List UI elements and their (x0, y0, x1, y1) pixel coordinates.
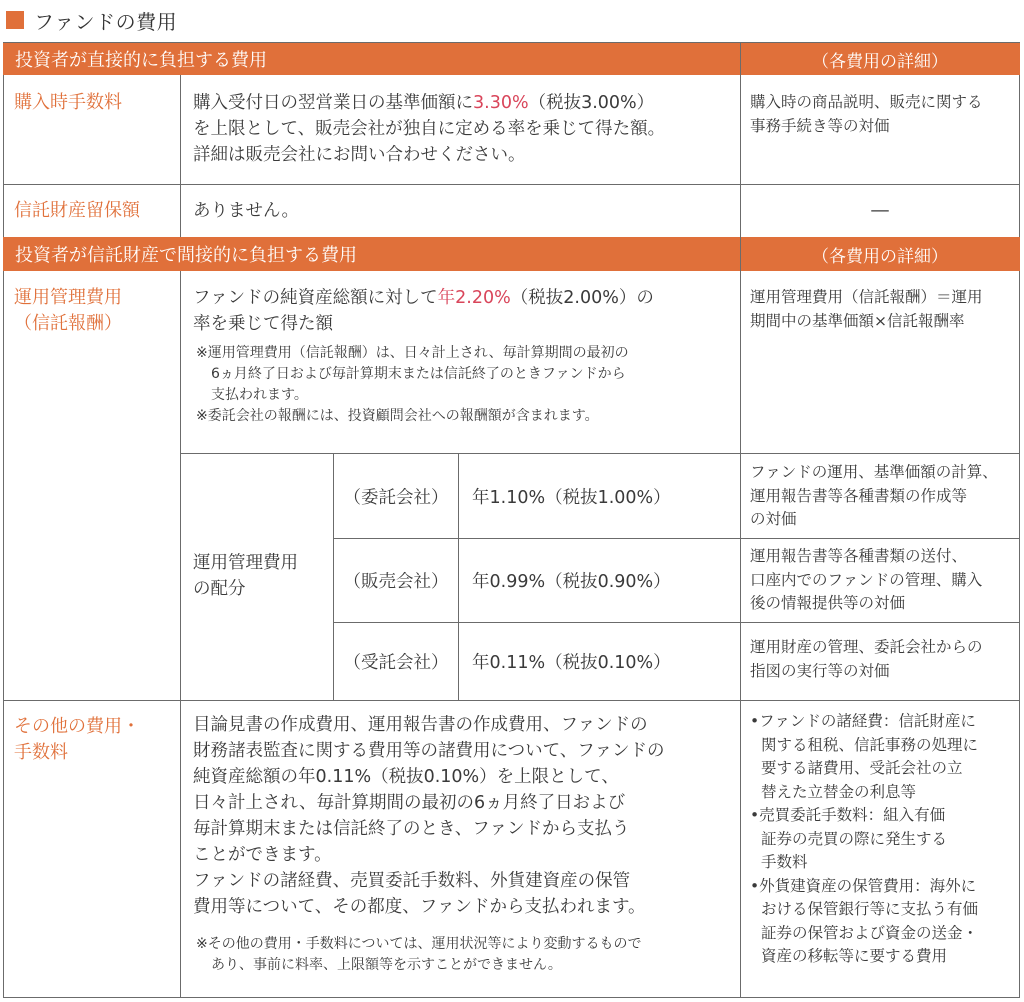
other-fees-text (193, 712, 733, 920)
allocation-label-line1: 運用管理費用 (193, 553, 298, 573)
allocation-detail (750, 636, 1016, 683)
detail-line: 要する諸費用、受託会社の立 (761, 759, 963, 777)
management-fee-detail (750, 286, 1016, 333)
body-line: 費用等について、その都度、ファンドから支払われます。 (193, 897, 646, 917)
detail-line: 運用管理費用（信託報酬）＝運用 (750, 288, 983, 306)
purchase-fee-text (193, 90, 733, 168)
title-square-icon (6, 11, 24, 29)
purchase-fee-line3: 詳細は販売会社にお問い合わせください。 (193, 145, 526, 165)
allocation-party: （販売会社） (343, 572, 449, 592)
retention-detail: ― (871, 201, 889, 221)
detail-line: 運用報告書等各種書類の送付、 (750, 547, 968, 565)
detail-line: 資産の移転等に要する費用 (761, 947, 948, 965)
detail-line: 関する租税、信託事務の処理に (761, 735, 979, 754)
note-line: ※委託会社の報酬には、投資顧問会社への報酬額が含まれます。 (196, 408, 599, 424)
purchase-fee-tax-excl: （税抜3.00%） (528, 93, 655, 113)
allocation-detail (750, 545, 1016, 616)
management-fee-prefix: ファンドの純資産総額に対して (193, 288, 438, 308)
management-fee-text (193, 285, 733, 337)
detail-line: •外貨建資産の保管費用：海外に (750, 876, 977, 895)
row-divider (3, 700, 1020, 701)
purchase-fee-label: 購入時手数料 (14, 92, 122, 113)
management-fee-line2: 率を乗じて得た額 (193, 314, 333, 334)
note-line: ※その他の費用・手数料については、運用状況等により変動するもので (196, 936, 642, 952)
indirect-costs-header: 投資者が信託財産で間接的に負担する費用 (3, 237, 740, 271)
retention-label: 信託財産留保額 (14, 200, 140, 221)
detail-line: 指図の実行等の対価 (750, 661, 890, 680)
management-fee-label-line1: 運用管理費用 (14, 287, 122, 308)
column-divider (458, 453, 459, 700)
purchase-fee-prefix: 購入受付日の翌営業日の基準価額に (193, 93, 473, 113)
detail-line: 証券の保管および資金の送金・ (761, 923, 979, 942)
allocation-party: （受託会社） (343, 653, 449, 673)
body-line: ことができます。 (193, 845, 332, 865)
detail-line: 後の情報提供等の対価 (750, 594, 906, 612)
management-fee-line1 (193, 285, 733, 311)
other-fees-label-line2: 手数料 (14, 742, 68, 763)
detail-line: の対価 (750, 510, 797, 528)
column-divider (180, 75, 181, 237)
body-line: 日々計上され、毎計算期間の最初の6ヵ月終了日および (193, 793, 626, 813)
detail-line: •ファンドの諸経費：信託財産に (750, 712, 976, 730)
detail-line: おける保管銀行等に支払う有価 (761, 900, 979, 918)
body-line: 目論見書の作成費用、運用報告書の作成費用、ファンドの (193, 715, 648, 735)
retention-text: ありません。 (193, 201, 300, 221)
detail-line: 運用財産の管理、委託会社からの (750, 638, 983, 656)
allocation-party: （委託会社） (343, 487, 449, 508)
note-line: 6ヵ月終了日および毎計算期末または信託終了のときファンドから (211, 366, 626, 382)
direct-detail-header: （各費用の詳細） (740, 43, 1020, 75)
other-fees-label (14, 714, 140, 766)
section-title (6, 5, 177, 35)
detail-line: ファンドの運用、基準価額の計算、 (750, 463, 998, 481)
detail-line: 事務手続き等の対価 (750, 116, 890, 135)
purchase-fee-line1 (193, 90, 733, 116)
row-divider (3, 184, 1020, 185)
other-fees-label-line1: その他の費用・ (14, 716, 140, 737)
allocation-rate: 年1.10%（税抜1.00%） (472, 487, 671, 508)
body-line: ファンドの諸経費、売買委託手数料、外貨建資産の保管 (193, 871, 631, 891)
direct-costs-header: 投資者が直接的に負担する費用 (3, 43, 740, 75)
purchase-fee-detail (750, 91, 1016, 138)
management-fee-label (14, 285, 122, 337)
management-fee-rate: 年2.20% (437, 288, 511, 308)
title-text: ファンドの費用 (34, 9, 178, 34)
column-divider (740, 43, 741, 997)
other-fees-notes (196, 934, 736, 976)
body-line: 財務諸表監査に関する費用等の諸費用について、ファンドの (193, 741, 665, 761)
allocation-rate: 年0.99%（税抜0.90%） (472, 572, 671, 592)
body-line: 毎計算期末または信託終了のとき、ファンドから支払う (193, 819, 630, 839)
purchase-fee-line2: を上限として、販売会社が独自に定める率を乗じて得た額。 (193, 119, 666, 139)
allocation-label (193, 550, 331, 602)
management-fee-notes (196, 343, 734, 427)
column-divider (180, 271, 181, 997)
purchase-fee-rate: 3.30% (473, 93, 529, 113)
management-fee-tax-excl: （税抜2.00%）の (510, 288, 654, 308)
management-fee-label-line2: （信託報酬） (14, 313, 122, 334)
detail-line: 手数料 (761, 853, 808, 871)
detail-line: 運用報告書等各種書類の作成等 (750, 486, 968, 505)
detail-line: 替えた立替金の利息等 (761, 782, 917, 801)
indirect-detail-header: （各費用の詳細） (740, 237, 1020, 271)
note-line: 支払われます。 (211, 387, 308, 403)
allocation-detail (750, 461, 1016, 532)
body-line: 純資産総額の年0.11%（税抜0.10%）を上限として、 (193, 767, 619, 787)
detail-line: •売買委託手数料：組入有価 (750, 806, 946, 824)
note-line: ※運用管理費用（信託報酬）は、日々計上され、毎計算期間の最初の (196, 345, 629, 361)
other-fees-detail (750, 710, 1016, 969)
detail-line: 口座内でのファンドの管理、購入 (750, 570, 983, 589)
note-line: あり、事前に料率、上限額等を示すことができません。 (211, 957, 562, 973)
detail-line: 証券の売買の際に発生する (761, 829, 948, 848)
detail-line: 購入時の商品説明、販売に関する (750, 93, 983, 111)
allocation-rate: 年0.11%（税抜0.10%） (472, 653, 671, 673)
allocation-label-line2: の配分 (193, 579, 246, 599)
detail-line: 期間中の基準価額×信託報酬率 (750, 311, 965, 330)
